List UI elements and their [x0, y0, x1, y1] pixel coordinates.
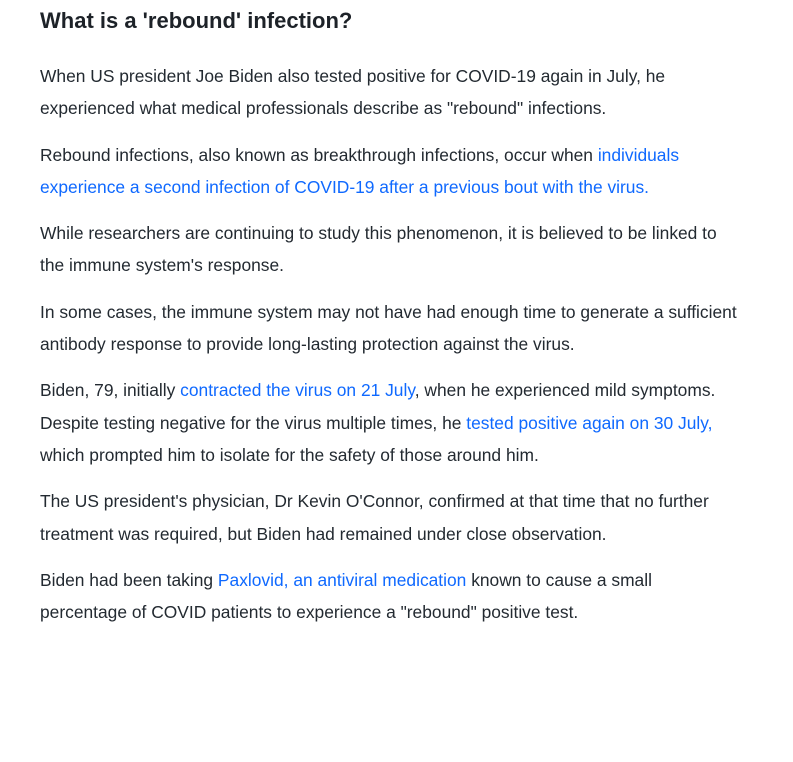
article-paragraph: [40, 564, 740, 629]
paragraph-text: While researchers are continuing to study this phenomenon, it is believed to be linked to the immune system's response.: [40, 223, 717, 276]
inline-link[interactable]: contracted the virus on 21 July: [180, 380, 415, 401]
paragraph-text: When US president Joe Biden also tested positive for COVID-19 again in July, he experienced what medical professionals describe as "rebound" infections.: [40, 66, 666, 119]
section-heading: What is a 'rebound' infection?: [40, 8, 353, 33]
paragraph-text: , when he experienced mild symptoms. Despite testing negative for the virus multiple times, he: [40, 380, 716, 433]
article-paragraph: [40, 485, 740, 550]
paragraph-text: The US president's physician, Dr Kevin O'Connor, confirmed at that time that no further treatment was required, but Biden had remained under close observation.: [40, 491, 709, 544]
paragraph-list: [40, 60, 740, 628]
paragraph-text: known to cause a small percentage of COVID patients to experience a "rebound" positive test.: [40, 569, 652, 623]
article-paragraph: [40, 296, 740, 361]
paragraph-text: Rebound infections, also known as breakthrough infections, occur when: [40, 144, 598, 165]
inline-link[interactable]: Paxlovid, an antiviral medication: [217, 569, 467, 590]
paragraph-text: Biden had been taking: [40, 569, 218, 590]
paragraph-text: Biden, 79, initially: [40, 380, 181, 401]
article-paragraph: [40, 60, 740, 125]
article-paragraph: [40, 374, 740, 471]
article-paragraph: [40, 217, 740, 282]
inline-link[interactable]: tested positive again on 30 July,: [466, 412, 713, 433]
article-paragraph: [40, 139, 740, 204]
article-body: [40, 0, 740, 642]
paragraph-text: In some cases, the immune system may not have had enough time to generate a sufficient antibody response to provide long-lasting protection against the virus.: [40, 301, 737, 355]
inline-link[interactable]: individuals experience a second infection of COVID-19 after a previous bout with the virus.: [40, 144, 680, 197]
paragraph-text: which prompted him to isolate for the safety of those around him.: [40, 444, 539, 465]
